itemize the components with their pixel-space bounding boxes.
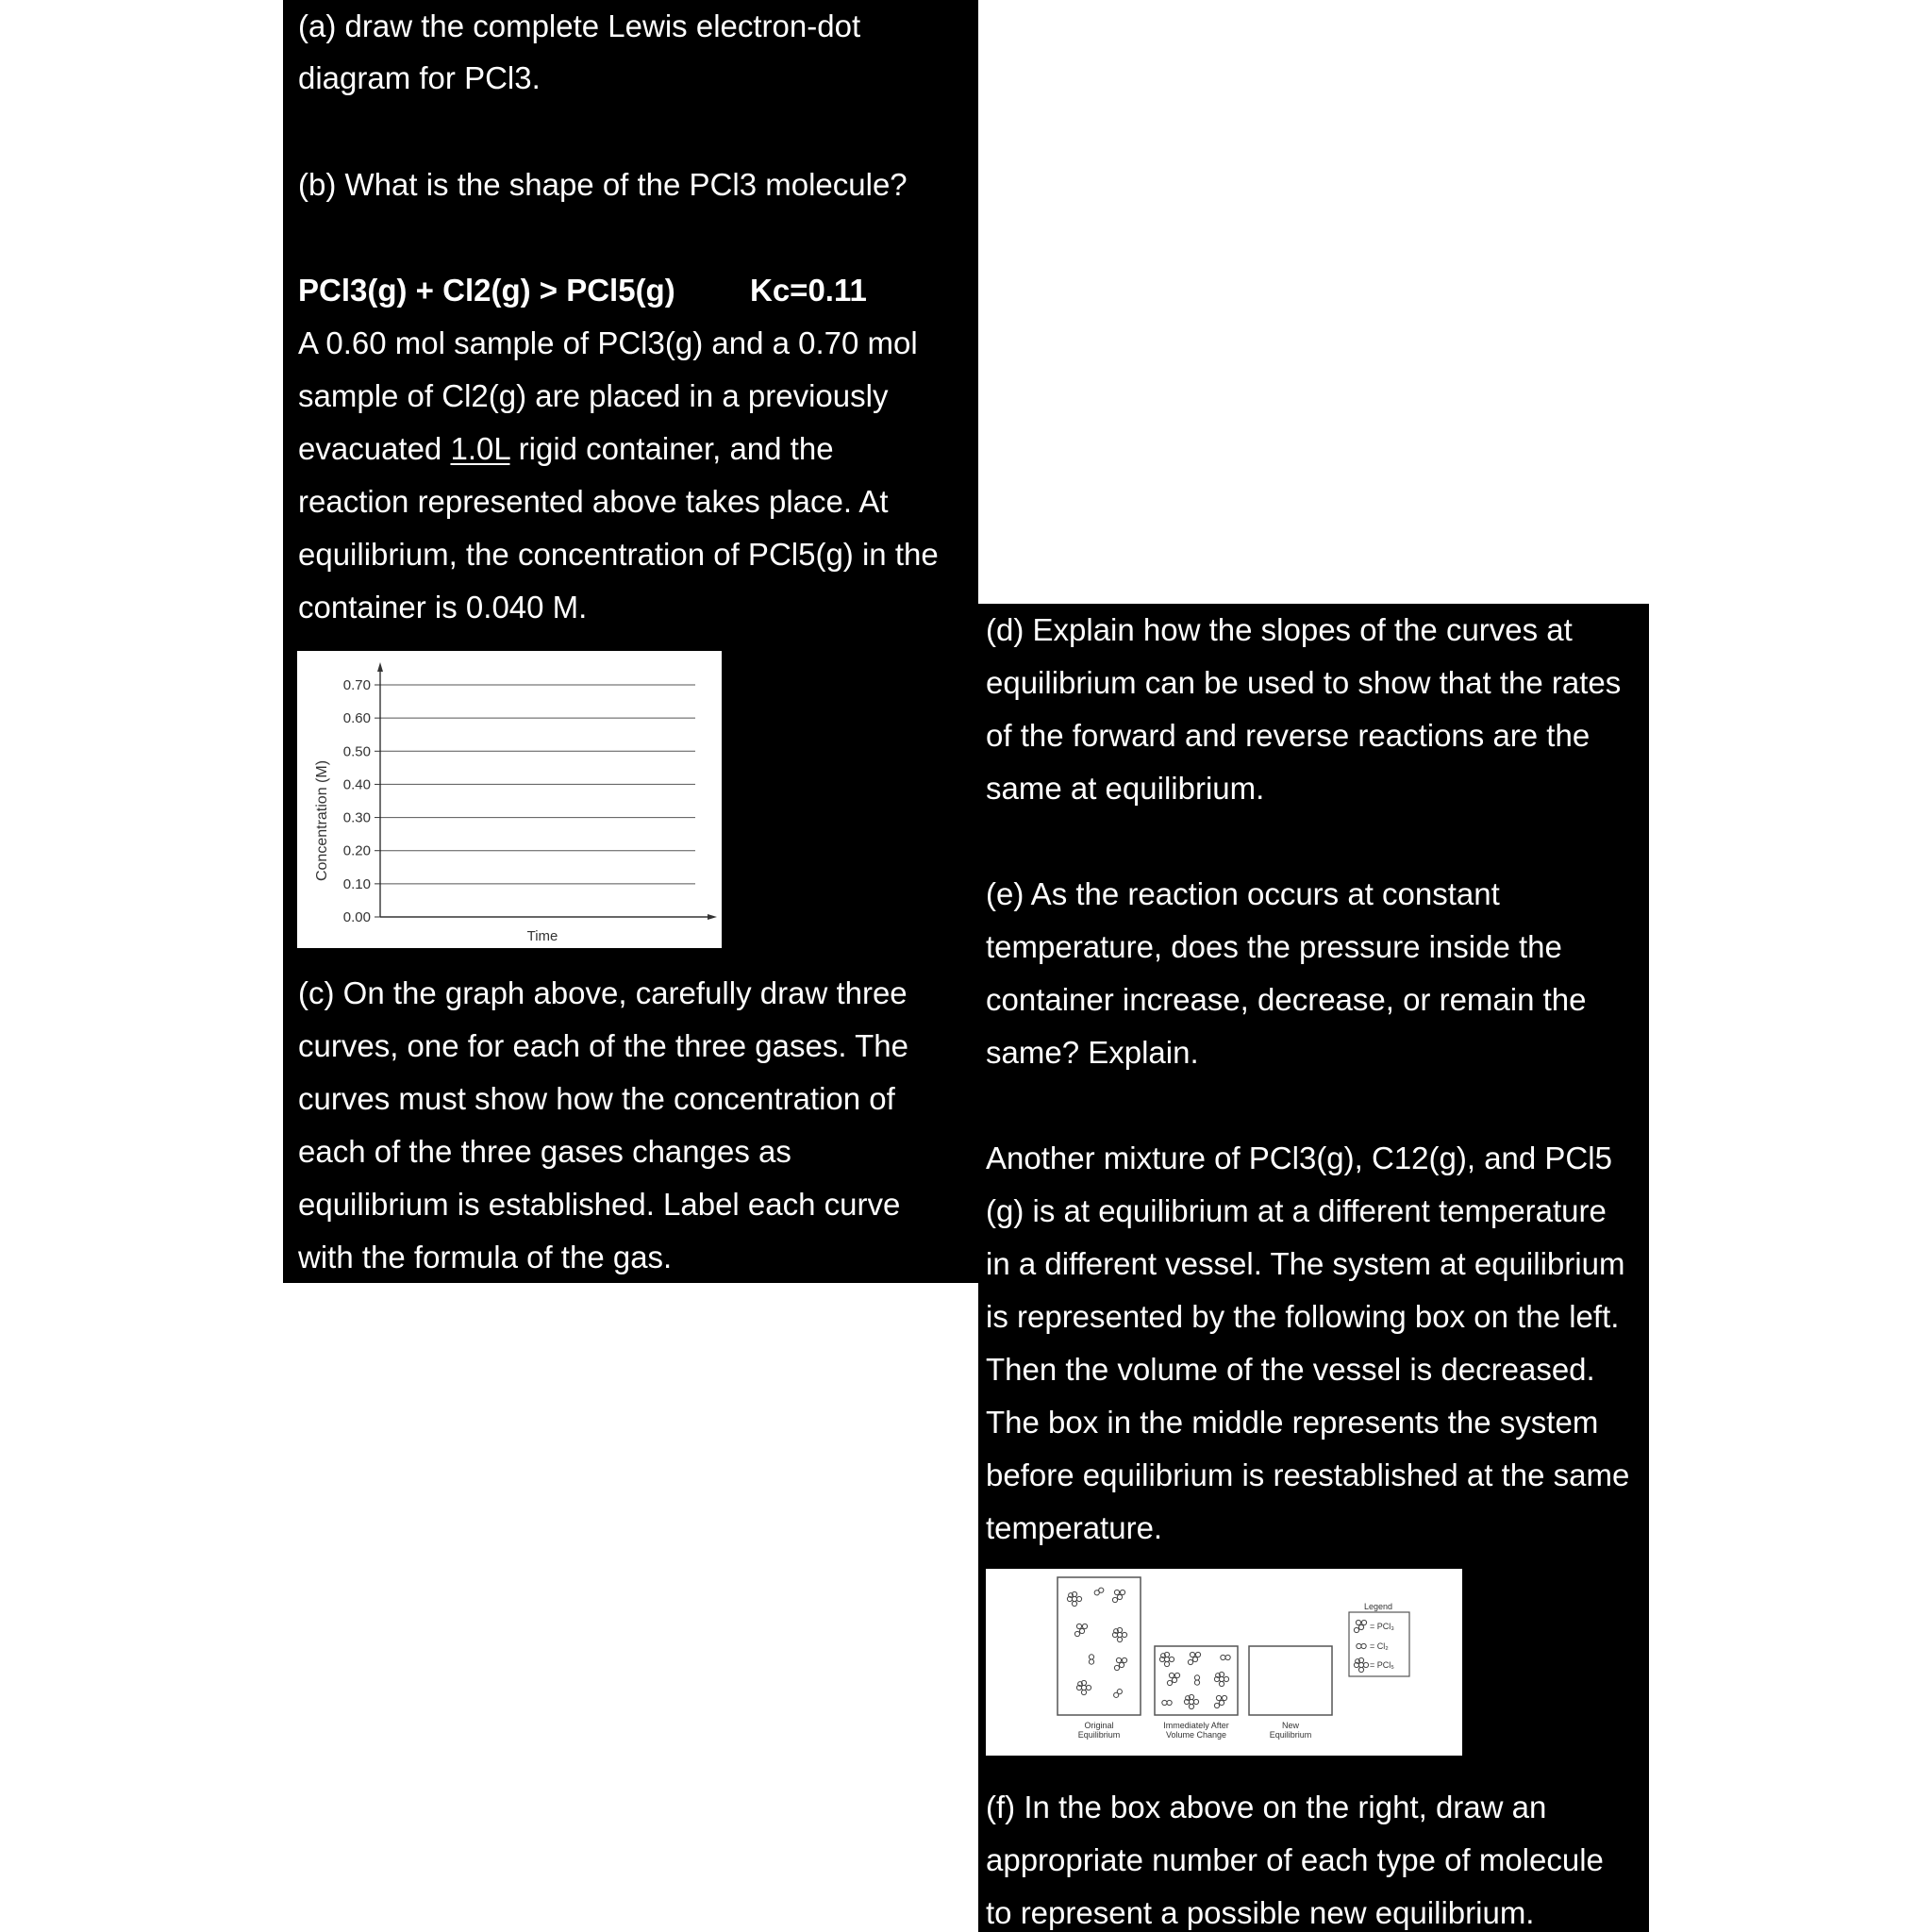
part-f-line-1: (f) In the box above on the right, draw an	[986, 1790, 1547, 1824]
mixture-line-1: Another mixture of PCl3(g), C12(g), and PCl5	[986, 1141, 1612, 1175]
setup-line-2: sample of Cl2(g) are placed in a previously	[298, 378, 889, 413]
setup-line-3	[298, 423, 834, 475]
cl2-molecule	[1162, 1700, 1172, 1705]
box1-label-line2: Equilibrium	[1077, 1730, 1121, 1740]
legend-cl2-icon	[1357, 1643, 1366, 1648]
mixture-line-6: The box in the middle represents the system	[986, 1405, 1599, 1440]
y-tick-label: 0.10	[342, 875, 371, 892]
pcl5-molecule	[1159, 1652, 1174, 1666]
mixture-line-7: before equilibrium is reestablished at the same	[986, 1457, 1630, 1492]
y-tick-label: 0.60	[342, 710, 371, 727]
cl2-molecule	[1093, 1587, 1105, 1596]
part-d-line-4: same at equilibrium.	[986, 771, 1265, 806]
box2-label-line1: Immediately After	[1163, 1721, 1229, 1730]
pcl3-molecule	[1188, 1652, 1200, 1664]
part-c-line-5: equilibrium is established. Label each curve	[298, 1187, 901, 1222]
setup-line-5: equilibrium, the concentration of PCl5(g) in the	[298, 537, 939, 572]
part-f-line-3: to represent a possible new equilibrium.	[986, 1895, 1535, 1930]
reaction-equation: PCl3(g) + Cl2(g) > PCl5(g)	[298, 273, 675, 308]
legend-pcl3-label: = PCl₃	[1370, 1622, 1394, 1631]
cl2-molecule	[1089, 1655, 1093, 1664]
part-b-question: (b) What is the shape of the PCl3 molecule?	[298, 167, 908, 202]
part-c-line-6: with the formula of the gas.	[298, 1240, 673, 1274]
part-f-line-2: appropriate number of each type of molecule	[986, 1842, 1604, 1877]
part-a-line-1: (a) draw the complete Lewis electron-dot	[298, 8, 861, 43]
legend-pcl5-label: = PCl₅	[1370, 1660, 1394, 1670]
part-d-line-3: of the forward and reverse reactions are the	[986, 718, 1591, 753]
x-axis-label: Time	[526, 928, 558, 944]
mixture-line-8: temperature.	[986, 1510, 1163, 1545]
y-axis-label: Concentration (M)	[314, 759, 330, 882]
box2-label-line2: Volume Change	[1165, 1730, 1227, 1740]
x-axis-arrow	[708, 914, 717, 920]
molecule-boxes-svg	[986, 1569, 1462, 1756]
part-a-line-2: diagram for PCl3.	[298, 60, 541, 95]
pcl5-molecule	[1112, 1627, 1126, 1641]
pcl5-molecule	[1184, 1694, 1198, 1708]
box3-label-line2: Equilibrium	[1269, 1730, 1312, 1740]
setup-line-4: reaction represented above takes place. At	[298, 484, 889, 519]
part-e-line-3: container increase, decrease, or remain the	[986, 982, 1587, 1017]
setup-line-3-pre: evacuated	[298, 431, 451, 466]
mixture-line-5: Then the volume of the vessel is decreased.	[986, 1352, 1595, 1387]
part-e-line-1: (e) As the reaction occurs at constant	[986, 876, 1500, 911]
part-d-line-1: (d) Explain how the slopes of the curves at	[986, 612, 1573, 647]
cl2-molecule	[1194, 1675, 1199, 1685]
concentration-chart-svg	[297, 651, 722, 948]
y-tick-label: 0.20	[342, 842, 371, 859]
molecule-boxes-figure	[986, 1569, 1462, 1756]
part-d-line-2: equilibrium can be used to show that the rates	[986, 665, 1622, 700]
left-question-panel	[283, 0, 978, 1283]
mixture-line-3: in a different vessel. The system at equilibrium	[986, 1246, 1625, 1281]
y-tick-label: 0.30	[342, 809, 371, 826]
part-c-line-3: curves must show how the concentration of	[298, 1081, 895, 1116]
box1-label-line1: Original	[1084, 1721, 1114, 1730]
pcl3-molecule	[1112, 1590, 1124, 1602]
equilibrium-constant: Kc=0.11	[750, 273, 867, 308]
legend-title: Legend	[1363, 1602, 1393, 1611]
y-tick-label: 0.70	[342, 677, 371, 693]
y-axis-arrow	[377, 662, 383, 672]
legend-pcl5-icon	[1354, 1657, 1368, 1672]
part-c-line-4: each of the three gases changes as	[298, 1134, 791, 1169]
part-e-line-2: temperature, does the pressure inside the	[986, 929, 1562, 964]
pcl5-molecule	[1214, 1672, 1228, 1686]
pcl3-molecule	[1114, 1657, 1126, 1670]
pcl5-molecule	[1076, 1680, 1091, 1694]
part-c-line-2: curves, one for each of the three gases. The	[298, 1028, 908, 1063]
setup-line-1: A 0.60 mol sample of PCl3(g) and a 0.70 mol	[298, 325, 918, 360]
y-tick-label: 0.00	[342, 909, 371, 925]
concentration-chart	[297, 651, 722, 948]
pcl3-molecule	[1167, 1673, 1179, 1685]
legend-cl2-label: = Cl₂	[1370, 1641, 1389, 1651]
legend-pcl3-icon	[1354, 1620, 1366, 1632]
part-e-line-4: same? Explain.	[986, 1035, 1199, 1070]
mixture-line-2: (g) is at equilibrium at a different temperature	[986, 1193, 1607, 1228]
setup-line-6: container is 0.040 M.	[298, 590, 588, 625]
y-tick-label: 0.50	[342, 743, 371, 760]
y-tick-label: 0.40	[342, 776, 371, 793]
mixture-line-4: is represented by the following box on the left.	[986, 1299, 1620, 1334]
pcl3-molecule	[1214, 1695, 1226, 1707]
setup-line-3-post: rigid container, and the	[509, 431, 834, 466]
part-c-line-1: (c) On the graph above, carefully draw three	[298, 975, 908, 1010]
box3-label-line1: New	[1281, 1721, 1300, 1730]
pcl3-molecule	[1074, 1624, 1087, 1636]
right-question-panel	[978, 604, 1649, 1932]
volume-underlined: 1.0L	[450, 431, 510, 466]
pcl5-molecule	[1067, 1591, 1081, 1606]
new-equilibrium-box[interactable]	[1249, 1646, 1332, 1715]
cl2-molecule	[1112, 1688, 1123, 1698]
original-equilibrium-box	[1058, 1577, 1141, 1715]
cl2-molecule	[1221, 1655, 1230, 1659]
